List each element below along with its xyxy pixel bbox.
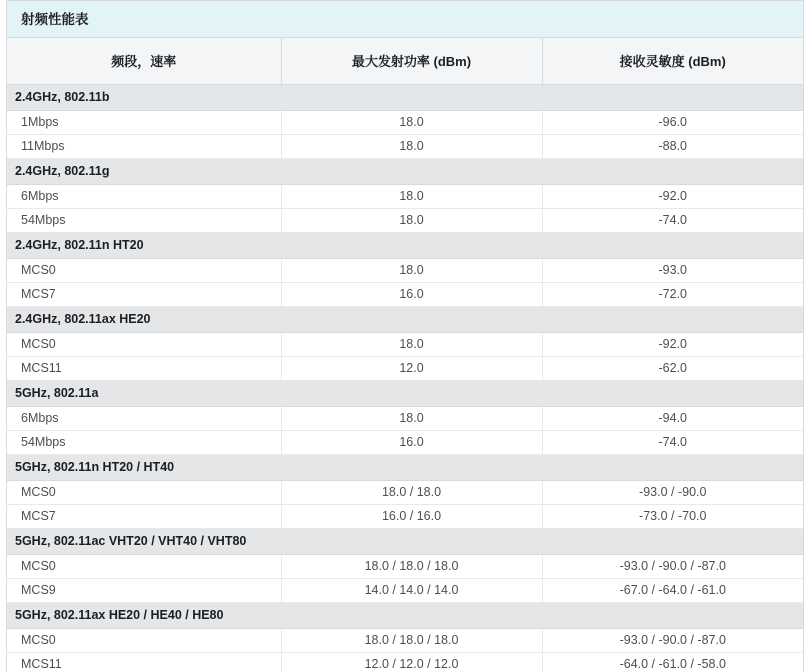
cell-rx-sensitivity: -64.0 / -61.0 / -58.0 xyxy=(542,652,803,672)
table-group-row xyxy=(7,602,803,628)
cell-tx-power: 16.0 / 16.0 xyxy=(281,504,542,528)
cell-rx-sensitivity: -96.0 xyxy=(542,110,803,134)
cell-tx-power: 18.0 / 18.0 / 18.0 xyxy=(281,554,542,578)
cell-rate-label: MCS0 xyxy=(7,258,281,282)
cell-tx-power: 14.0 / 14.0 / 14.0 xyxy=(281,578,542,602)
cell-rate-label: MCS0 xyxy=(7,554,281,578)
table-row xyxy=(7,110,803,134)
column-header-tx-power: 最大发射功率 (dBm) xyxy=(281,38,542,84)
cell-rx-sensitivity: -94.0 xyxy=(542,406,803,430)
table-row xyxy=(7,356,803,380)
cell-rate-label: MCS11 xyxy=(7,652,281,672)
cell-rate-label: MCS7 xyxy=(7,282,281,306)
table-header-row xyxy=(7,38,803,84)
cell-rate-label: 54Mbps xyxy=(7,208,281,232)
table-row xyxy=(7,554,803,578)
cell-rx-sensitivity: -92.0 xyxy=(542,184,803,208)
cell-tx-power: 16.0 xyxy=(281,282,542,306)
cell-rx-sensitivity: -73.0 / -70.0 xyxy=(542,504,803,528)
cell-tx-power: 18.0 / 18.0 xyxy=(281,480,542,504)
cell-rate-label: 1Mbps xyxy=(7,110,281,134)
cell-rate-label: MCS7 xyxy=(7,504,281,528)
cell-rx-sensitivity: -88.0 xyxy=(542,134,803,158)
table-row xyxy=(7,208,803,232)
group-label: 2.4GHz, 802.11b xyxy=(7,84,803,110)
table-group-row xyxy=(7,454,803,480)
table-group-row xyxy=(7,306,803,332)
cell-tx-power: 18.0 xyxy=(281,258,542,282)
cell-tx-power: 18.0 / 18.0 / 18.0 xyxy=(281,628,542,652)
cell-rate-label: MCS0 xyxy=(7,332,281,356)
table-row xyxy=(7,258,803,282)
cell-tx-power: 18.0 xyxy=(281,208,542,232)
table-row xyxy=(7,184,803,208)
cell-rx-sensitivity: -67.0 / -64.0 / -61.0 xyxy=(542,578,803,602)
rf-performance-table xyxy=(7,38,803,672)
cell-rate-label: MCS0 xyxy=(7,480,281,504)
cell-rx-sensitivity: -93.0 / -90.0 xyxy=(542,480,803,504)
table-row xyxy=(7,480,803,504)
cell-tx-power: 18.0 xyxy=(281,134,542,158)
cell-rate-label: 11Mbps xyxy=(7,134,281,158)
table-body xyxy=(7,84,803,672)
group-label: 5GHz, 802.11ac VHT20 / VHT40 / VHT80 xyxy=(7,528,803,554)
cell-rate-label: MCS9 xyxy=(7,578,281,602)
table-group-row xyxy=(7,84,803,110)
group-label: 5GHz, 802.11a xyxy=(7,380,803,406)
table-row xyxy=(7,652,803,672)
table-row xyxy=(7,628,803,652)
rf-performance-table-card xyxy=(6,0,804,672)
cell-rate-label: MCS0 xyxy=(7,628,281,652)
cell-rx-sensitivity: -72.0 xyxy=(542,282,803,306)
table-row xyxy=(7,504,803,528)
table-header xyxy=(7,38,803,84)
group-label: 2.4GHz, 802.11ax HE20 xyxy=(7,306,803,332)
table-row xyxy=(7,332,803,356)
cell-rate-label: 6Mbps xyxy=(7,184,281,208)
table-group-row xyxy=(7,528,803,554)
cell-rx-sensitivity: -93.0 / -90.0 / -87.0 xyxy=(542,554,803,578)
table-row xyxy=(7,578,803,602)
table-row xyxy=(7,430,803,454)
cell-tx-power: 18.0 xyxy=(281,406,542,430)
table-group-row xyxy=(7,158,803,184)
cell-rate-label: 6Mbps xyxy=(7,406,281,430)
cell-tx-power: 18.0 xyxy=(281,332,542,356)
table-group-row xyxy=(7,380,803,406)
group-label: 2.4GHz, 802.11n HT20 xyxy=(7,232,803,258)
cell-tx-power: 16.0 xyxy=(281,430,542,454)
table-row xyxy=(7,406,803,430)
table-group-row xyxy=(7,232,803,258)
group-label: 5GHz, 802.11n HT20 / HT40 xyxy=(7,454,803,480)
cell-tx-power: 12.0 xyxy=(281,356,542,380)
column-header-band-rate: 频段，速率 xyxy=(7,38,281,84)
cell-rate-label: MCS11 xyxy=(7,356,281,380)
cell-rx-sensitivity: -62.0 xyxy=(542,356,803,380)
table-row xyxy=(7,134,803,158)
cell-rx-sensitivity: -74.0 xyxy=(542,208,803,232)
table-row xyxy=(7,282,803,306)
group-label: 5GHz, 802.11ax HE20 / HE40 / HE80 xyxy=(7,602,803,628)
cell-tx-power: 12.0 / 12.0 / 12.0 xyxy=(281,652,542,672)
cell-tx-power: 18.0 xyxy=(281,110,542,134)
table-title-bar xyxy=(7,0,803,38)
column-header-rx-sensitivity: 接收灵敏度 (dBm) xyxy=(542,38,803,84)
cell-rx-sensitivity: -93.0 xyxy=(542,258,803,282)
cell-tx-power: 18.0 xyxy=(281,184,542,208)
cell-rx-sensitivity: -74.0 xyxy=(542,430,803,454)
group-label: 2.4GHz, 802.11g xyxy=(7,158,803,184)
page-title: 射频性能表 xyxy=(21,12,89,27)
cell-rx-sensitivity: -93.0 / -90.0 / -87.0 xyxy=(542,628,803,652)
cell-rx-sensitivity: -92.0 xyxy=(542,332,803,356)
cell-rate-label: 54Mbps xyxy=(7,430,281,454)
